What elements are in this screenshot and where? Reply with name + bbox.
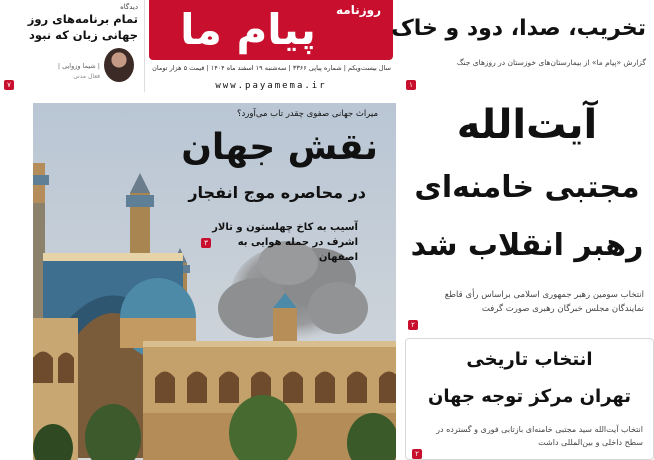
photo-caption: آسیب به کاخ چهلستون و تالار اشرف در حمله هوایی به اصفهان: [212, 222, 358, 263]
opinion-author: | شیما وزوایی |: [57, 62, 100, 70]
masthead: [145, 0, 398, 100]
top-story-subtitle: گزارش «پیام ما» از بیمارستان‌های خوزستان در روزهای جنگ: [456, 58, 646, 67]
opinion-page-tag: ۷: [4, 80, 14, 90]
opinion-box[interactable]: [0, 0, 145, 92]
lead-headline-line-3[interactable]: رهبر انقلاب شد: [410, 228, 644, 263]
top-story-page-tag: ۱: [406, 80, 416, 90]
second-headline-line-1[interactable]: انتخاب تاریخی: [466, 349, 593, 370]
opinion-title[interactable]: تمام برنامه‌های روز جهانی زبان که نبود: [27, 12, 138, 42]
issue-info: سال بیست‌ویکم | شماره پیاپی ۳۳۶۶ | سه‌شنبه ۱۹ اسفند ماه ۱۴۰۴ | قیمت ۵ هزار تومان: [152, 64, 391, 72]
lead-headline-line-1[interactable]: آیت‌الله: [456, 102, 598, 148]
opinion-tag: دیدگاه: [120, 3, 138, 11]
lead-page-tag: ۲: [408, 320, 418, 330]
photo-page-tag: ۳: [201, 238, 211, 248]
second-headline-line-2[interactable]: تهران مرکز توجه جهان: [427, 386, 632, 407]
lead-headline-line-2[interactable]: مجتبی خامنه‌ای: [414, 170, 640, 205]
second-summary: انتخاب آیت‌الله سید مجتبی خامنه‌ای بازتابی فوری و گسترده در سطح داخلی و بین‌المللی داشت: [436, 425, 643, 447]
top-story-box[interactable]: [391, 0, 654, 92]
photo-story[interactable]: [33, 103, 396, 460]
second-page-tag: ۲: [412, 449, 422, 459]
second-story[interactable]: [405, 338, 654, 460]
author-avatar: [104, 48, 134, 82]
lead-story[interactable]: [400, 96, 654, 332]
newspaper-logo[interactable]: [149, 0, 393, 60]
site-url[interactable]: www.payamema.ir: [215, 81, 327, 91]
photo-kicker: میراث جهانی صفوی چقدر تاب می‌آورد؟: [236, 109, 378, 119]
top-story-title[interactable]: تخریب، صدا، دود و خاک: [391, 16, 646, 41]
logo-label: روزنامه: [336, 3, 381, 17]
logo-name: پیام ما: [180, 5, 316, 54]
photo-title[interactable]: نقش جهان: [181, 127, 378, 168]
opinion-role: فعال مدنی: [73, 73, 100, 80]
photo-subtitle[interactable]: در محاصره موج انفجار: [188, 183, 366, 202]
lead-summary: انتخاب سومین رهبر جمهوری اسلامی براساس رأی قاطع نمایندگان مجلس خبرگان رهبری صورت گرفت: [444, 290, 644, 314]
